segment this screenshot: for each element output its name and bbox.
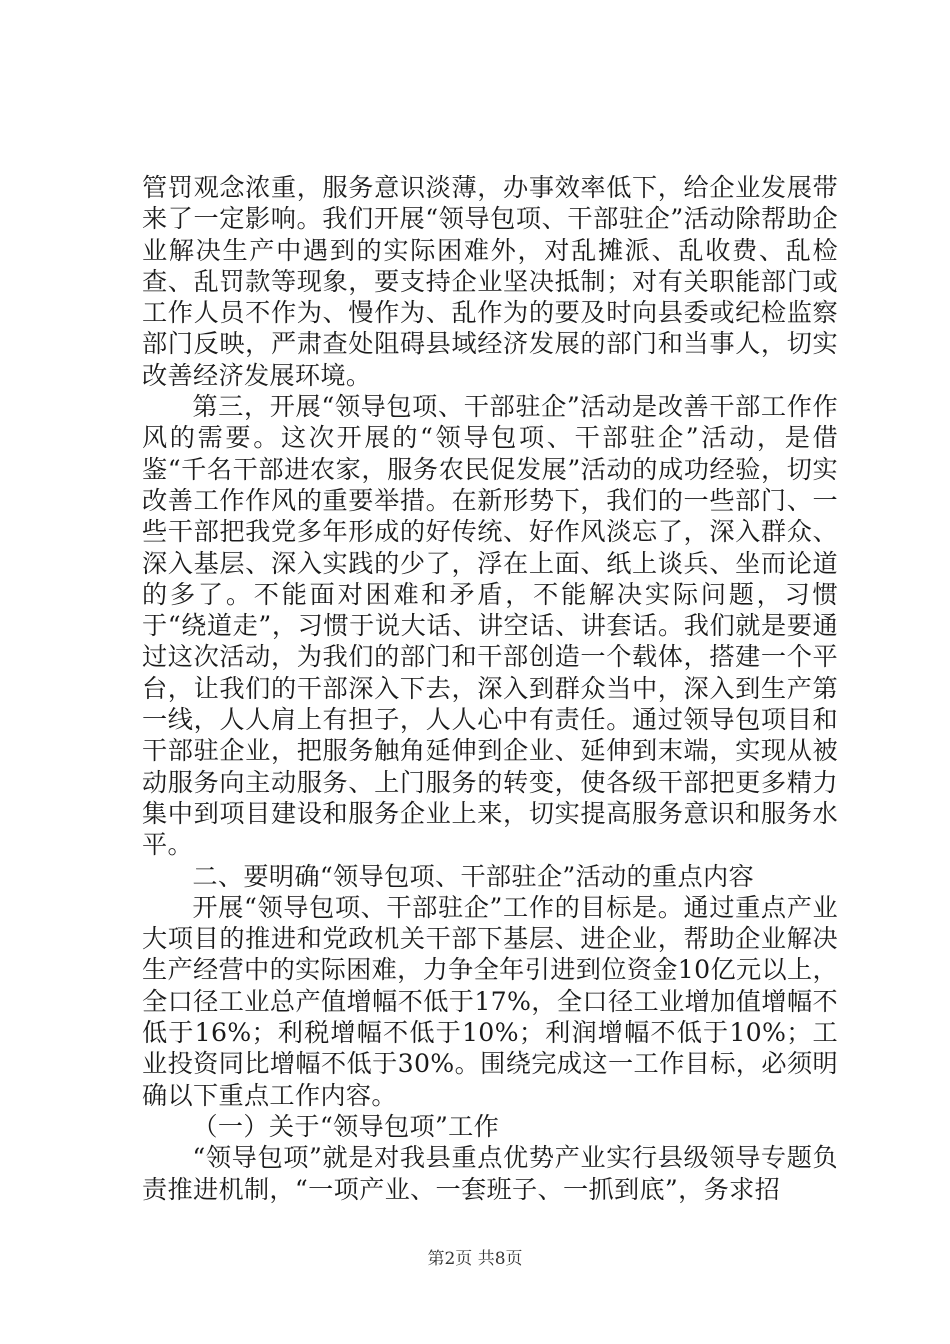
paragraph-1: 管罚观念浓重，服务意识淡薄，办事效率低下，给企业发展带来了一定影响。我们开展“领导包项、干部驻企”活动除帮助企业解决生产中遇到的实际困难外，对乱摊派、乱收费、乱检查、乱罚款等现象，要支持企业坚决抵制；对有关职能部门或工作人员不作为、慢作为、乱作为的要及时向县委或纪检监察部门反映，严肃查处阻碍县域经济发展的部门和当事人，切实改善经济发展环境。 [142,173,838,390]
document-body [142,172,838,1205]
subsection-heading: （一）关于“领导包项”工作 [192,1111,500,1141]
section-heading: 二、要明确“领导包项、干部驻企”活动的重点内容 [192,861,754,891]
page-footer: 第2页 共8页 [427,1249,523,1269]
paragraph-2: 第三，开展“领导包项、干部驻企”活动是改善干部工作作风的需要。这次开展的“领导包项、干部驻企”活动，是借鉴“千名干部进农家，服务农民促发展”活动的成功经验，切实改善工作作风的重要举措。在新形势下，我们的一些部门、一些干部把我党多年形成的好传统、好作风淡忘了，深入群众、深入基层、深入实践的少了，浮在上面、纸上谈兵、坐而论道的多了。不能面对困难和矛盾，不能解决实际问题，习惯于“绕道走”，习惯于说大话、讲空话、讲套话。我们就是要通过这次活动，为我们的部门和干部创造一个载体，搭建一个平台，让我们的干部深入下去，深入到群众当中，深入到生产第一线，人人肩上有担子，人人心中有责任。通过领导包项目和干部驻企业，把服务触角延伸到企业、延伸到末端，实现从被动服务向主动服务、上门服务的转变，使各级干部把更多精力集中到项目建设和服务企业上来，切实提高服务意识和服务水平。 [142,392,838,860]
paragraph-3: 开展“领导包项、干部驻企”工作的目标是。通过重点产业大项目的推进和党政机关干部下基层、进企业，帮助企业解决生产经营中的实际困难，力争全年引进到位资金10亿元以上，全口径工业总产值增幅不低于17%，全口径工业增加值增幅不低于16%；利税增幅不低于10%；利润增幅不低于10%；工业投资同比增幅不低于30%。围绕完成这一工作目标，必须明确以下重点工作内容。 [142,892,838,1110]
paragraph-4: “领导包项”就是对我县重点优势产业实行县级领导专题负责推进机制，“一项产业、一套班子、一抓到底”，务求招 [142,1143,838,1204]
